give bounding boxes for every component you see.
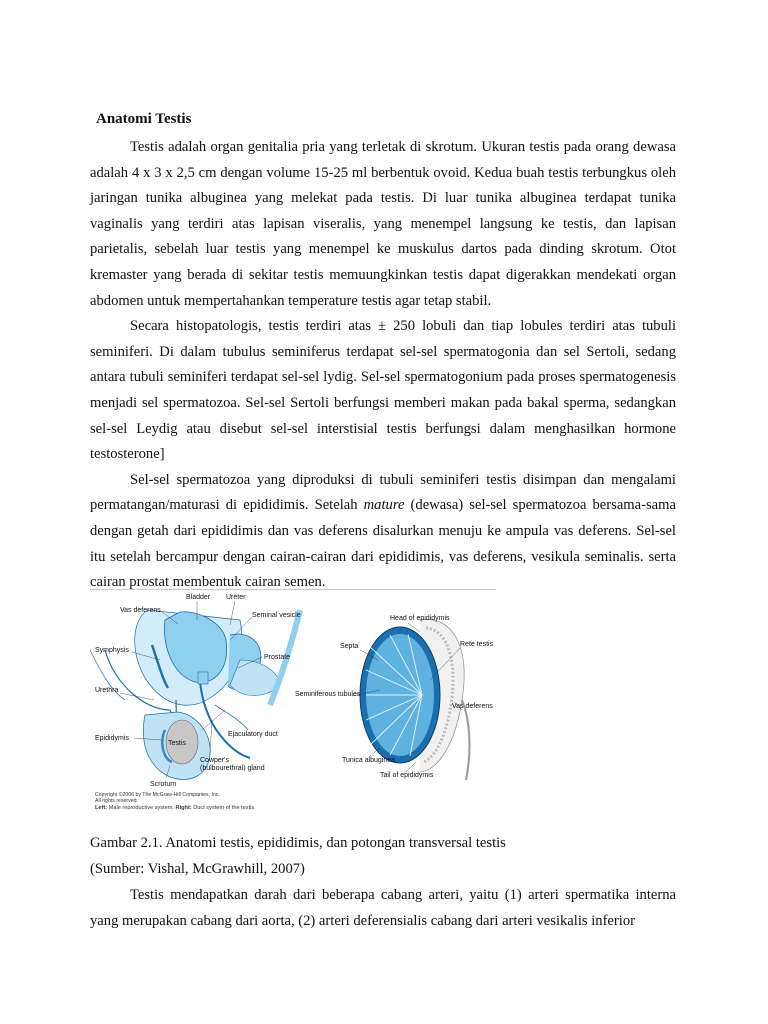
paragraph-3-start: Sel-sel spermatozoa yang diproduksi di tubuli seminiferi testis disimpan dan mengalami permatangan/maturasi di epididimis. Setelah (90, 471, 676, 514)
paragraph-3 (90, 468, 676, 596)
testis-cross-section-drawing (295, 615, 494, 780)
body-text-continued (90, 883, 676, 934)
label-ureter: Ureter (226, 594, 246, 601)
paragraph-4: Testis mendapatkan darah dari beberapa cabang arteri, yaitu (1) arteri spermatika interna yang merupakan cabang dari aorta, (2) arteri deferensialis cabang dari arteri vesikalis inferior (90, 887, 676, 929)
label-vas-deferens-left: Vas deferens (120, 607, 161, 614)
paragraph-1: Testis adalah organ genitalia pria yang terletak di skrotum. Ukuran testis pada orang dewasa adalah 4 x 3 x 2,5 cm dengan volume 15-25 ml berbentuk ovoid. Kedua buah testis terbungkus oleh jaringan tunika albuginea yang melekat pada testis. Di luar tunika albuginea terdapat tunika vaginalis yang terdiri atas lapisan viseralis, yang menempel langsung ke testis, dan lapisan parietalis, sebelah luar testis yang menempel ke muskulus dartos pada dinding skrotum. Otot kremaster yang berada di sekitar testis memuungkinkan testis dapat digerakkan mendekati organ abdomen untuk mempertahankan temperature testis agar tetap stabil. (90, 139, 676, 309)
label-rete-testis: Rete testis (460, 641, 494, 648)
label-tail-of-epididymis: Tail of epididymis (380, 772, 434, 779)
caption-right-text: Duct system of the testis. (191, 805, 256, 810)
label-tunica-albuginea: Tunica albuginea (342, 757, 396, 764)
label-seminal-vesicle: Seminal vesicle (252, 612, 301, 619)
label-epididymis: Epididymis (95, 735, 129, 742)
label-ejaculatory-duct: Ejaculatory duct (228, 731, 278, 738)
male-reproductive-system-drawing (90, 594, 301, 788)
caption-line-2: (Sumber: Vishal, McGrawhill, 2007) (90, 860, 305, 877)
caption-line-1: Gambar 2.1. Anatomi testis, epididimis, dan potongan transversal testis (90, 835, 506, 851)
figure-copyright-line-1: Copyright ©2006 by The McGraw-Hill Companies, Inc. (95, 792, 220, 798)
label-seminiferous-tubules: Seminiferous tubules (295, 691, 361, 698)
anatomy-figure (90, 589, 496, 810)
paragraph-2: Secara histopatologis, testis terdiri atas ± 250 lobuli dan tiap lobules terdiri atas tubuli seminiferi. Di dalam tubulus seminiferus terdapat sel-sel spermatogonia dan sel Sertoli, sedang antara tubuli seminiferi terdapat sel-sel lydig. Sel-sel spermatogonium pada proses spermatogenesis menjadi sel spermatozoa. Sel-sel Sertoli berfungsi memberi makan pada bakal sperma, sedangkan sel-sel Leydig atau disebut sel-sel interstisial testis berfungsi dalam menghasilkan hormone testosterone] (90, 318, 676, 463)
label-cowpers-gland-2: (bulbourethral) gland (200, 765, 265, 772)
body-text (90, 135, 676, 596)
label-vas-deferens-right: Vas deferens (452, 703, 493, 710)
figure-inner-caption (95, 805, 256, 810)
caption-left-text: Male reproductive system. (107, 805, 176, 810)
figure-copyright-line-2: All rights reserved. (95, 798, 138, 804)
anatomy-illustration (90, 590, 496, 810)
label-cowpers-gland-1: Cowper's (200, 757, 229, 764)
label-symphysis: Symphysis (95, 647, 129, 654)
paragraph-3-end: (dewasa) sel-sel spermatozoa bersama-sama dengan getah dari epididimis dan vas deferens disalurkan menuju ke ampula vas deferens. Sel-sel itu setelah bercampur dengan cairan-cairan dari epididimis, vas deferens, vesikula seminalis. serta cairan prostat membentuk cairan semen. (90, 497, 676, 591)
label-testis: Testis (168, 740, 186, 747)
figure-caption (90, 831, 676, 882)
section-heading: Anatomi Testis (96, 111, 192, 127)
label-head-of-epididymis: Head of epididymis (390, 615, 450, 622)
label-prostate: Prostate (264, 654, 291, 661)
label-urethra: Urethra (95, 687, 119, 694)
caption-right-label: Right: (175, 805, 192, 810)
italic-term: mature (363, 497, 405, 514)
caption-left-label: Left: (95, 805, 108, 810)
label-septa: Septa (340, 643, 359, 650)
label-bladder: Bladder (186, 594, 211, 601)
label-scrotum: Scrotum (150, 781, 177, 788)
